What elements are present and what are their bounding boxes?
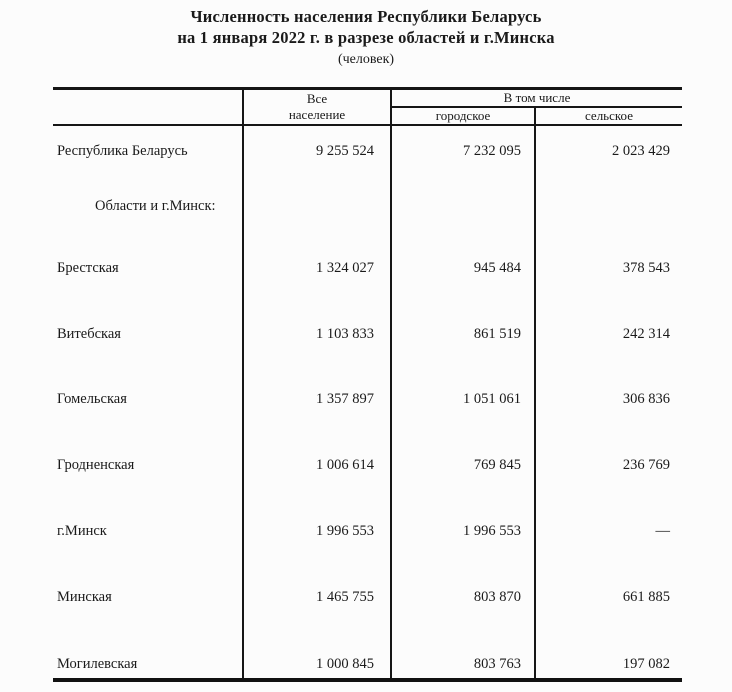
urban-value: 945 484 (391, 236, 535, 301)
rural-value: 197 082 (622, 656, 670, 672)
rural-value: 242 314 (622, 325, 670, 342)
section-label: Области и г.Минск: (53, 177, 243, 236)
urban-value: 803 870 (391, 564, 535, 630)
total-value: 1 996 553 (243, 498, 391, 564)
urban-value (391, 177, 535, 236)
header-urban: городское (391, 107, 535, 125)
table-row-minsk-city (53, 498, 682, 564)
header-total-line1: Все (306, 91, 328, 106)
rural-value: 236 769 (622, 456, 670, 473)
rural-value: 661 885 (622, 588, 670, 605)
total-value (243, 177, 391, 236)
urban-value: 1 051 061 (391, 367, 535, 432)
table-row-grodno (53, 432, 682, 498)
table-row-mogilev (53, 630, 682, 680)
total-value: 1 000 845 (243, 630, 391, 680)
urban-value: 769 845 (391, 432, 535, 498)
region-label: г.Минск (53, 498, 243, 564)
urban-value: 7 232 095 (391, 125, 535, 177)
total-value: 1 324 027 (243, 236, 391, 301)
header-total-line2: население (288, 107, 346, 122)
header-blank-cell (53, 89, 243, 126)
table-row-vitebsk (53, 301, 682, 367)
region-label: Гродненская (53, 432, 243, 498)
rural-value: 2 023 429 (612, 143, 670, 159)
region-label: Брестская (53, 236, 243, 301)
table-row-minsk-region (53, 564, 682, 630)
table-body (53, 125, 682, 680)
table-header (53, 89, 682, 126)
title-line-2: на 1 января 2022 г. в разрезе областей и г.Минска (177, 28, 555, 47)
document-title (0, 0, 732, 69)
region-label: Могилевская (53, 630, 243, 680)
urban-value: 803 763 (391, 630, 535, 680)
rural-value (535, 177, 682, 236)
urban-value: 1 996 553 (391, 498, 535, 564)
total-value: 1 103 833 (243, 301, 391, 367)
total-value: 1 357 897 (243, 367, 391, 432)
region-label: Витебская (53, 301, 243, 367)
region-label: Гомельская (53, 367, 243, 432)
population-table (53, 87, 682, 682)
table-row-brest (53, 236, 682, 301)
header-rural: сельское (535, 107, 682, 125)
rural-value: 306 836 (622, 391, 670, 407)
rural-value: — (655, 522, 670, 539)
region-label: Минская (53, 564, 243, 630)
header-total-population (243, 89, 391, 126)
title-line-1: Численность населения Республики Беларусь (190, 7, 542, 26)
region-label: Республика Беларусь (53, 125, 243, 177)
unit-label: (человек) (337, 52, 395, 67)
total-value: 1 006 614 (243, 432, 391, 498)
total-value: 9 255 524 (243, 125, 391, 177)
header-group-including: В том числе (391, 89, 682, 108)
rural-value: 378 543 (622, 260, 670, 276)
total-value: 1 465 755 (243, 564, 391, 630)
table-row-republic (53, 125, 682, 177)
urban-value: 861 519 (391, 301, 535, 367)
table-row-gomel (53, 367, 682, 432)
table-row-section (53, 177, 682, 236)
